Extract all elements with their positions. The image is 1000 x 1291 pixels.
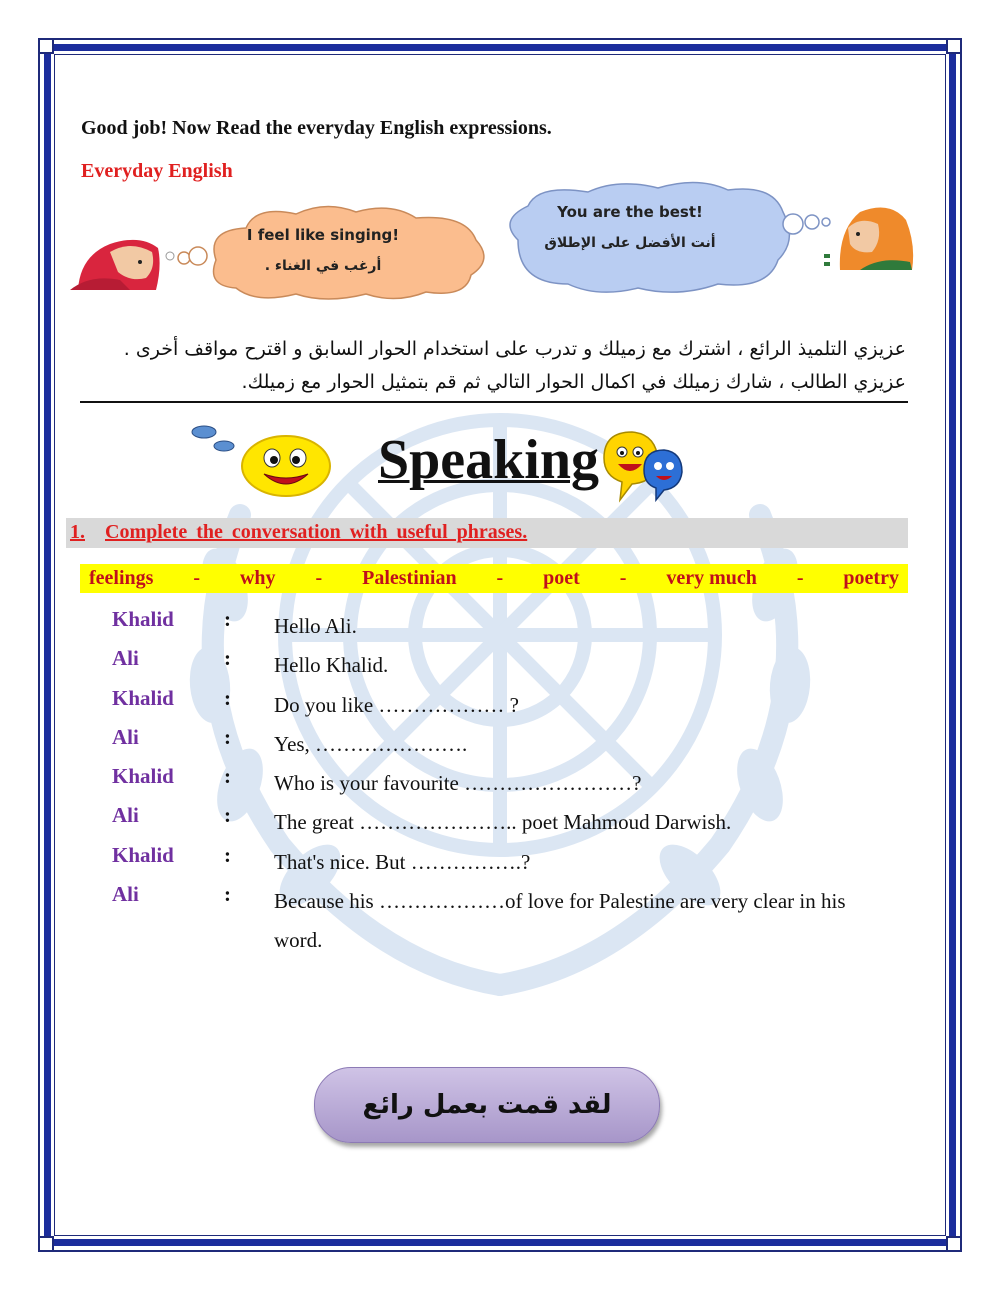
dialog-colon: :: [224, 685, 231, 710]
word-bank-item: poetry: [843, 567, 899, 589]
task-number: 1.: [70, 521, 85, 543]
dialog-colon: :: [224, 607, 231, 631]
dialog-speaker: Khalid: [112, 607, 174, 631]
bubble-right-english: You are the best!: [557, 203, 703, 221]
frame-corner-top-left: [38, 38, 54, 54]
dialog-line: Hello Ali.: [274, 614, 357, 638]
dialog-row: [112, 801, 892, 840]
dialog-speaker: Khalid: [112, 685, 174, 710]
talking-emoticons-icon: [598, 424, 684, 504]
dialog-speaker: Ali: [112, 646, 139, 671]
girl-left-illustration-icon: [70, 226, 180, 290]
smiley-face-icon: [186, 422, 336, 498]
word-bank-item: feelings: [89, 567, 154, 589]
word-bank: [80, 564, 908, 593]
page-heading: Good job! Now Read the everyday English expressions.: [81, 117, 552, 139]
dialog-colon: :: [224, 646, 231, 671]
divider-line: [80, 401, 908, 403]
instruction-arabic-1: عزيزي التلميذ الرائع ، اشترك مع زميلك و تدرب على استخدام الحوار السابق و اقترح مواقف أخرى .: [123, 338, 906, 360]
girl-right-illustration-icon: [820, 200, 918, 270]
everyday-english-title: Everyday English: [81, 160, 233, 182]
dialog-line: Who is your favourite ……………………?: [274, 771, 642, 796]
dialog-colon: :: [224, 882, 231, 907]
bubble-left-english: I feel like singing!: [246, 226, 400, 244]
word-bank-item: Palestinian: [362, 567, 457, 589]
frame-corner-bottom-right: [946, 1236, 962, 1252]
dialog-row: [112, 880, 892, 953]
bubble-right-arabic: أنت الأفضل على الإطلاق: [544, 235, 716, 251]
dialog-line: The great ………………….. poet Mahmoud Darwish.: [274, 810, 732, 835]
great-job-label: لقد قمت بعمل رائع: [362, 1090, 612, 1120]
dialog-line: Hello Khalid.: [274, 653, 389, 678]
dialog-row: [112, 762, 892, 801]
dialog-colon: :: [224, 764, 231, 789]
dialog-speaker: Khalid: [112, 842, 174, 867]
dialog-row: [112, 723, 892, 762]
word-bank-separator: -: [496, 567, 504, 589]
thought-bubble-left-icon: [176, 200, 496, 300]
task-instruction: Complete the conversation with useful phrases.: [105, 521, 528, 543]
dialog-row: [112, 841, 892, 880]
dialog-colon: :: [224, 842, 231, 867]
dialog-speaker: Ali: [112, 724, 139, 749]
instruction-arabic-2: عزيزي الطالب ، شارك زميلك في اكمال الحوار التالي ثم قم بتمثيل الحوار مع زميلك.: [241, 371, 906, 393]
dialog-speaker: Ali: [112, 882, 139, 907]
dialog-row: [112, 684, 892, 723]
word-bank-item: poet: [543, 567, 580, 589]
word-bank-item: why: [239, 567, 276, 589]
dialog-line: Yes, ………………….: [274, 731, 468, 756]
word-bank-separator: -: [315, 567, 323, 589]
dialog-line: Do you like ……………… ?: [274, 692, 519, 717]
frame-corner-bottom-left: [38, 1236, 54, 1252]
dialog-speaker: Ali: [112, 803, 139, 828]
dialog-speaker: Khalid: [112, 764, 174, 789]
bubble-left-arabic: أرغب في الغناء .: [264, 258, 382, 274]
dialog-colon: :: [224, 724, 231, 749]
dialog-row: [112, 605, 892, 644]
dialog-line: Because his ………………of love for Palestine are very clear in his word.: [274, 889, 846, 953]
word-bank-item: very much: [666, 567, 757, 589]
word-bank-separator: -: [619, 567, 627, 589]
word-bank-separator: -: [796, 567, 804, 589]
dialog-colon: :: [224, 803, 231, 828]
dialog-row: [112, 644, 892, 683]
speaking-section-title: Speaking: [378, 429, 599, 491]
conversation: [112, 605, 892, 953]
dialog-line: That's nice. But …………….?: [274, 849, 531, 874]
word-bank-separator: -: [193, 567, 201, 589]
frame-corner-top-right: [946, 38, 962, 54]
great-job-button[interactable]: [314, 1067, 660, 1143]
